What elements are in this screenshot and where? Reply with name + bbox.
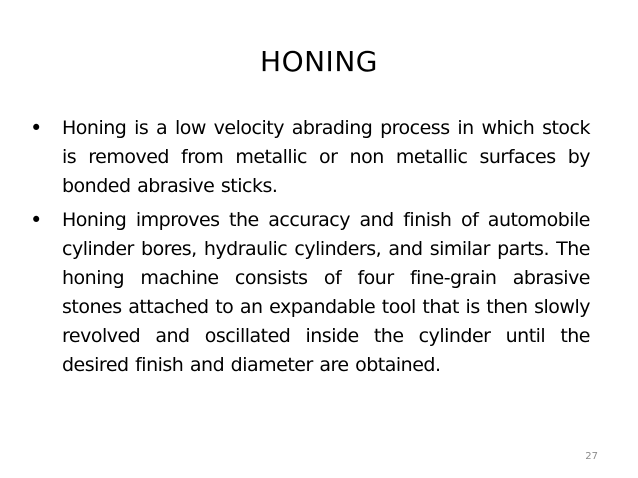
bullet-text: Honing is a low velocity abrading process in which stock is removed from metallic or non metallic surfaces by bonded abrasive sticks. [62,117,590,197]
bullet-list [30,114,590,385]
bullet-item [30,206,590,380]
bullet-item [30,114,590,201]
bullet-icon: • [30,116,43,140]
bullet-text: Honing improves the accuracy and finish of automobile cylinder bores, hydraulic cylinders, and similar parts. The honing machine consists of four fine-grain abrasive stones attached to an expandable tool that is then slowly revolved and oscillated inside the cylinder until the desired finish and diameter are obtained. [62,209,590,376]
page-number: 27 [585,451,598,462]
bullet-icon: • [30,208,43,232]
slide-title: HONING [260,45,378,78]
